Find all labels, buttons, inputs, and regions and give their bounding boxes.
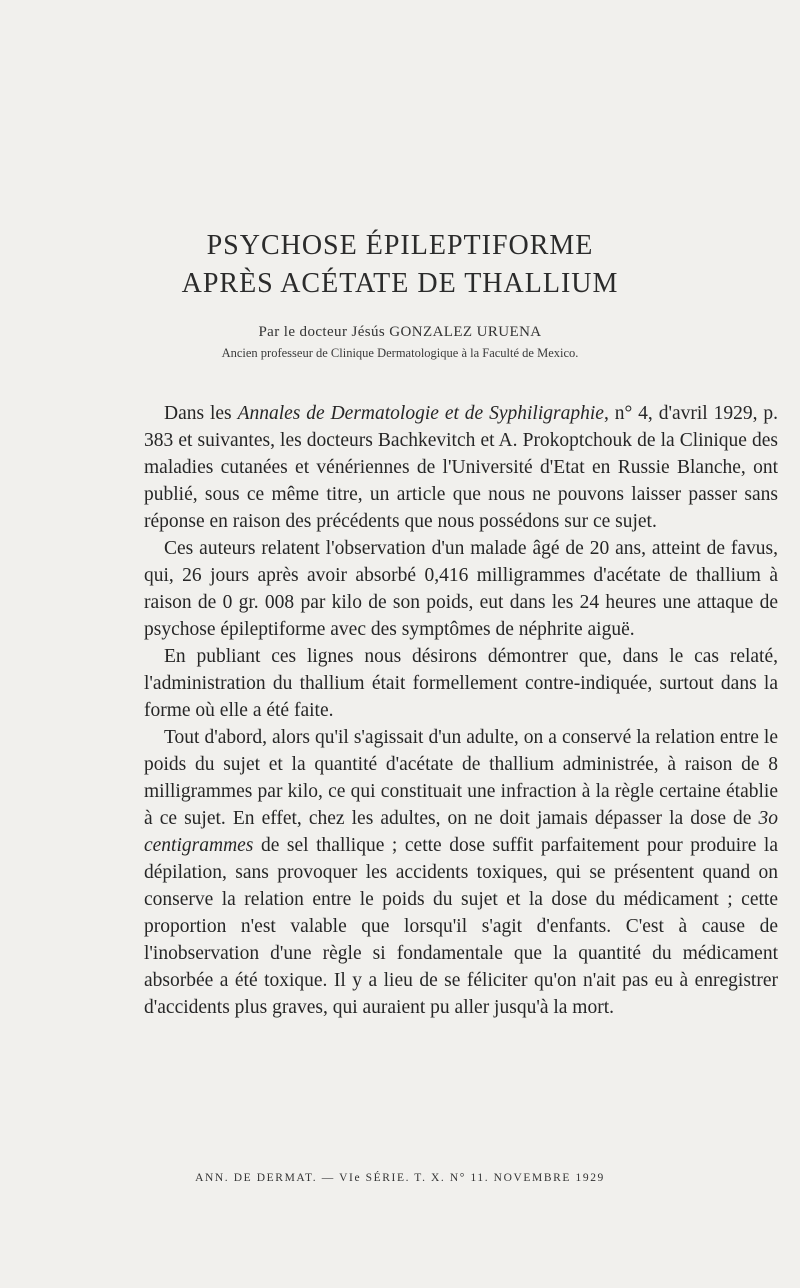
paragraph-4-rest: de sel thallique ; cette dose suffit parfaitement pour produire la dépilation, sans provoquer les accidents toxiques, qui se présentent quand on conserve la relation entre le poids du sujet et la dose du médicament ; cette proportion n'est valable que lorsqu'il s'agit d'enfants. C'est à cause de l'inobservation d'une règle si fondamentale que la quantité du médicament absorbée a été toxique. Il y a lieu de se féliciter qu'on n'ait pas eu à enregistrer d'accidents plus graves, qui auraient pu aller jusqu'à la mort.: [144, 835, 778, 1018]
paragraph-1-lead: Dans les: [164, 403, 238, 424]
paragraph-1-rest: , n° 4, d'avril 1929, p. 383 et suivantes, les docteurs Bachkevitch et A. Prokoptchouk de la Clinique des maladies cutanées et vénériennes de l'Université d'Etat en Russie Blanche, ont publié, sous ce même titre, un article que nous ne pouvons laisser passer sans réponse en raison des précédents que nous possédons sur ce sujet.: [144, 403, 779, 532]
paragraph-3: En publiant ces lignes nous désirons démontrer que, dans le cas relaté, l'administration du thallium était formellement contre-indiquée, surtout dans la forme où elle a été faite.: [144, 646, 778, 721]
journal-footer: ANN. DE DERMAT. — VIe SÉRIE. T. X. N° 11. NOVEMBRE 1929: [195, 1172, 605, 1184]
paragraph-2: Ces auteurs relatent l'observation d'un malade âgé de 20 ans, atteint de favus, qui, 26 jours après avoir absorbé 0,416 milligrammes d'acétate de thallium à raison de 0 gr. 008 par kilo de son poids, eut dans les 24 heures une attaque de psychose épileptiforme avec des symptômes de néphrite aiguë.: [144, 538, 778, 640]
paragraph-1: [144, 400, 778, 535]
title-line-2: APRÈS ACÉTATE DE THALLIUM: [181, 268, 619, 299]
paragraph-4-lead: Tout d'abord, alors qu'il s'agissait d'un adulte, on a conservé la relation entre le poids du sujet et la quantité d'acétate de thallium administrée, à raison de 8 milligrammes par kilo, ce qui constituait une infraction à la règle certaine établie à ce sujet. En effet, chez les adultes, on ne doit jamais dépasser la dose de: [144, 727, 778, 829]
author-byline: Par le docteur Jésús GONZALEZ URUENA: [258, 324, 542, 340]
article-body: [144, 400, 778, 1021]
author-affiliation: Ancien professeur de Clinique Dermatologique à la Faculté de Mexico.: [221, 346, 579, 360]
paragraph-4: [144, 724, 778, 1021]
journal-title: Annales de Dermatologie et de Syphiligraphie: [237, 403, 604, 424]
title-line-1: PSYCHOSE ÉPILEPTIFORME: [206, 230, 594, 261]
dose-emphasis: 3o centigrammes: [144, 808, 778, 856]
